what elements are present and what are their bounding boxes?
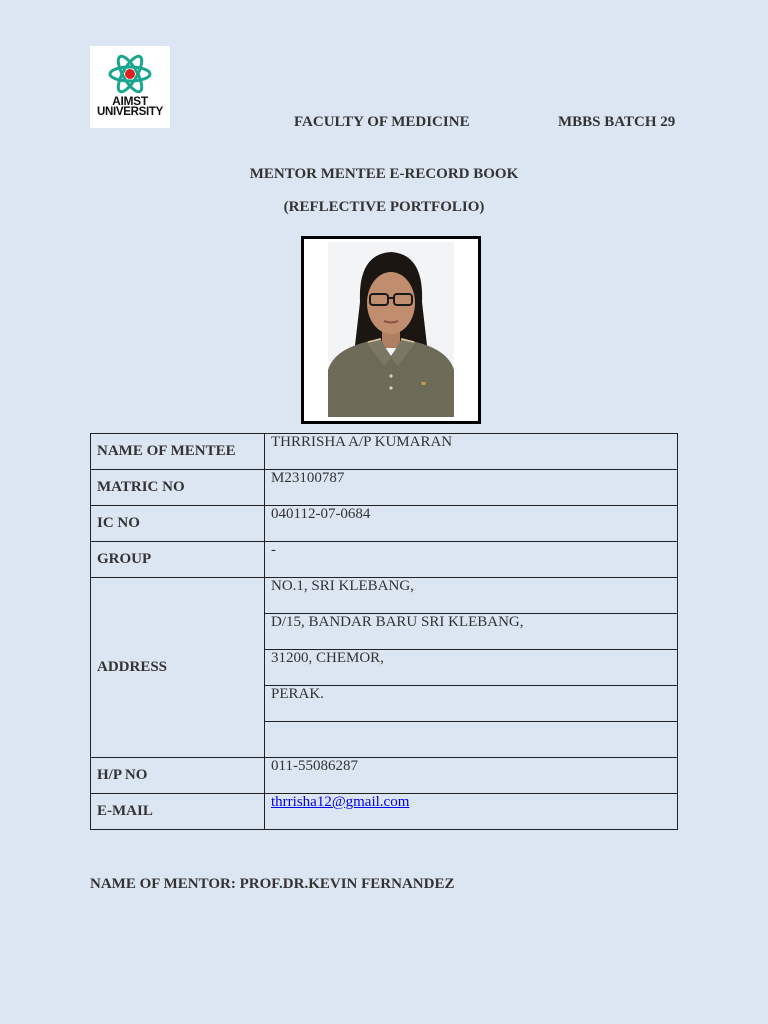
table-row-email (91, 794, 678, 830)
group-value: - (265, 542, 678, 578)
address-line-4: PERAK. (265, 686, 678, 722)
batch-heading: MBBS BATCH 29 (558, 114, 676, 130)
document-title: MENTOR MENTEE E-RECORD BOOK (249, 166, 519, 182)
faculty-heading: FACULTY OF MEDICINE (294, 114, 470, 130)
address-line-3: 31200, CHEMOR, (265, 650, 678, 686)
email-label: E-MAIL (91, 794, 265, 830)
ic-value: 040112-07-0684 (265, 506, 678, 542)
address-label: ADDRESS (91, 578, 265, 758)
mentee-photo (301, 236, 481, 424)
email-link[interactable]: thrrisha12@gmail.com (271, 794, 410, 810)
mentee-info-table (90, 433, 678, 830)
logo-text-aimst: AIMST (112, 94, 148, 108)
aimst-university-logo (90, 46, 170, 128)
atom-icon (108, 54, 152, 94)
group-label: GROUP (91, 542, 265, 578)
document-subtitle: (REFLECTIVE PORTFOLIO) (283, 199, 485, 215)
hp-label: H/P NO (91, 758, 265, 794)
hp-value: 011-55086287 (265, 758, 678, 794)
address-line-5 (265, 722, 678, 758)
mentee-portrait-image (328, 242, 454, 417)
email-cell (265, 794, 678, 830)
table-row-matric (91, 470, 678, 506)
logo-text-university: UNIVERSITY (96, 106, 163, 118)
mentor-name: NAME OF MENTOR: PROF.DR.KEVIN FERNANDEZ (90, 876, 455, 892)
table-row-name (91, 434, 678, 470)
address-line-1: NO.1, SRI KLEBANG, (265, 578, 678, 614)
table-row-hp (91, 758, 678, 794)
table-row-ic (91, 506, 678, 542)
matric-value: M23100787 (265, 470, 678, 506)
address-line-2: D/15, BANDAR BARU SRI KLEBANG, (265, 614, 678, 650)
matric-label: MATRIC NO (91, 470, 265, 506)
name-label: NAME OF MENTEE (91, 434, 265, 470)
name-value: THRRISHA A/P KUMARAN (265, 434, 678, 470)
table-row-group (91, 542, 678, 578)
ic-label: IC NO (91, 506, 265, 542)
table-row-address-1 (91, 578, 678, 614)
